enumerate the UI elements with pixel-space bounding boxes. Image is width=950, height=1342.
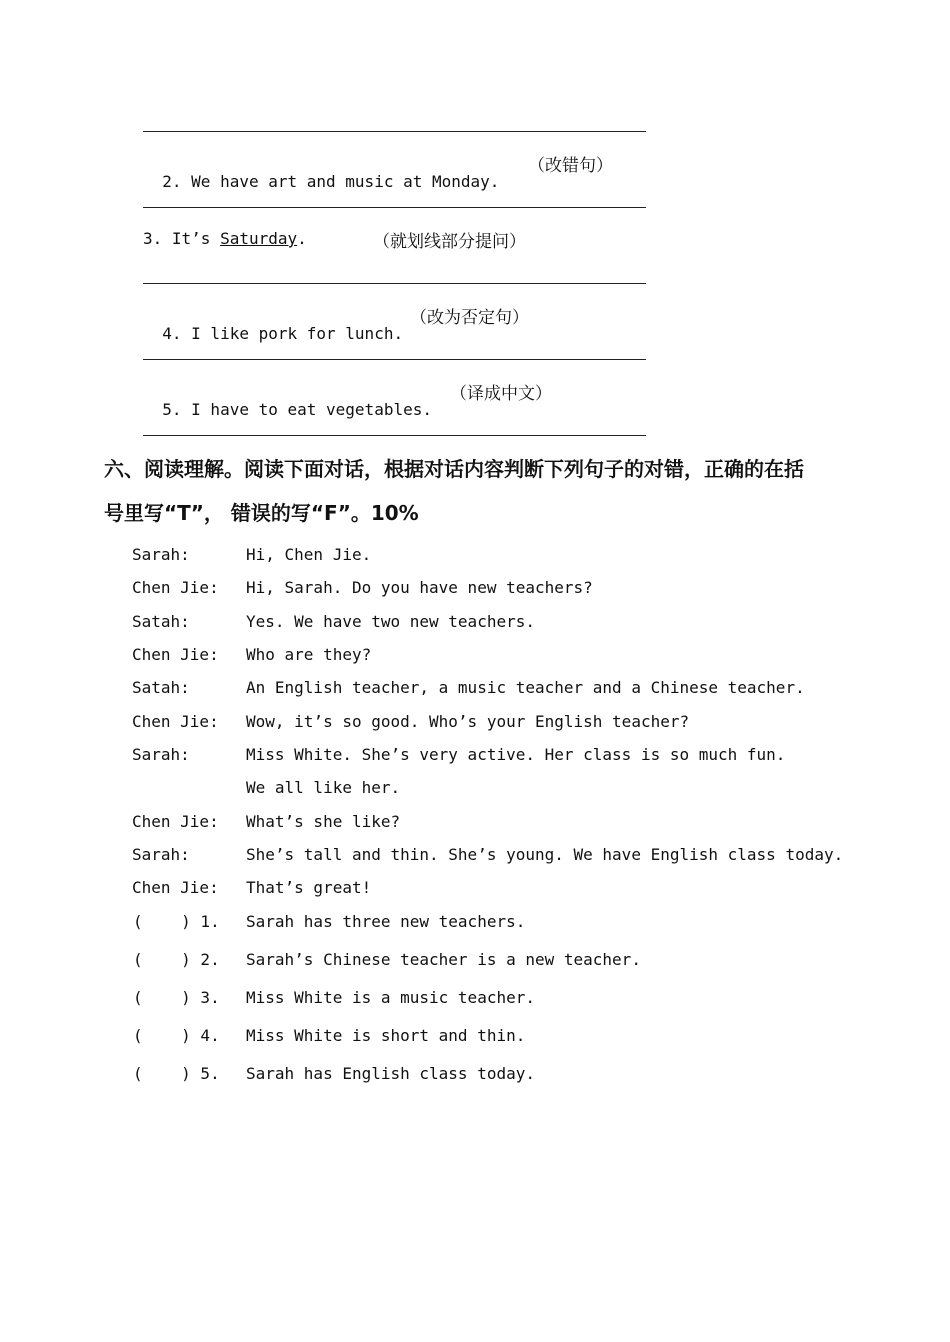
- dialogue-speaker: Chen Jie:: [132, 645, 219, 664]
- question-4-text: 4. I like pork for lunch.: [162, 324, 404, 343]
- dialogue-speaker: Sarah:: [132, 845, 190, 864]
- judgement-statement: Miss White is a music teacher.: [246, 988, 535, 1007]
- dialogue-line: We all like her.: [246, 778, 401, 797]
- dialogue-line: What’s she like?: [246, 812, 401, 831]
- dialogue-line: Hi, Sarah. Do you have new teachers?: [246, 578, 593, 597]
- answer-blank[interactable]: ( ) 1.: [133, 912, 220, 931]
- question-3-prefix: 3. It’s: [143, 229, 221, 248]
- section-6-heading-line-1: 六、阅读理解。阅读下面对话，根据对话内容判断下列句子的对错，正确的在括: [104, 457, 804, 481]
- answer-line-5[interactable]: [143, 435, 646, 436]
- question-4: [143, 305, 403, 343]
- question-5-instruction: （译成中文）: [450, 384, 552, 404]
- judgement-statement: Miss White is short and thin.: [246, 1026, 526, 1045]
- question-5: [143, 381, 432, 419]
- dialogue-line: An English teacher, a music teacher and a Chinese teacher.: [246, 678, 805, 697]
- dialogue-line: Wow, it’s so good. Who’s your English teacher?: [246, 712, 690, 731]
- dialogue-speaker: Chen Jie:: [132, 712, 219, 731]
- question-4-instruction: （改为否定句）: [410, 308, 529, 328]
- dialogue-line: That’s great!: [246, 878, 372, 897]
- question-2: [143, 153, 499, 191]
- question-5-text: 5. I have to eat vegetables.: [162, 400, 432, 419]
- answer-line-4[interactable]: [143, 359, 646, 360]
- question-2-text: 2. We have art and music at Monday.: [162, 172, 500, 191]
- dialogue-speaker: Satah:: [132, 678, 190, 697]
- dialogue-line: Hi, Chen Jie.: [246, 545, 372, 564]
- question-3-underlined-word: Saturday: [220, 229, 298, 248]
- judgement-statement: Sarah’s Chinese teacher is a new teacher.: [246, 950, 641, 969]
- dialogue-line: She’s tall and thin. She’s young. We have English class today.: [246, 845, 844, 864]
- question-3-suffix: .: [297, 229, 307, 248]
- dialogue-speaker: Sarah:: [132, 745, 190, 764]
- answer-line-1[interactable]: [143, 131, 646, 132]
- dialogue-speaker: Chen Jie:: [132, 578, 219, 597]
- answer-line-3[interactable]: [143, 283, 646, 284]
- answer-blank[interactable]: ( ) 2.: [133, 950, 220, 969]
- answer-blank[interactable]: ( ) 5.: [133, 1064, 220, 1083]
- judgement-statement: Sarah has English class today.: [246, 1064, 535, 1083]
- question-3-instruction: （就划线部分提问）: [373, 232, 526, 252]
- section-6-heading-line-2: 号里写“T”， 错误的写“F”。10%: [104, 501, 419, 525]
- question-2-instruction: （改错句）: [528, 156, 613, 176]
- judgement-statement: Sarah has three new teachers.: [246, 912, 526, 931]
- answer-line-2[interactable]: [143, 207, 646, 208]
- dialogue-speaker: Satah:: [132, 612, 190, 631]
- answer-blank[interactable]: ( ) 3.: [133, 988, 220, 1007]
- answer-blank[interactable]: ( ) 4.: [133, 1026, 220, 1045]
- dialogue-line: Who are they?: [246, 645, 372, 664]
- dialogue-line: Miss White. She’s very active. Her class is so much fun.: [246, 745, 786, 764]
- dialogue-speaker: Sarah:: [132, 545, 190, 564]
- dialogue-line: Yes. We have two new teachers.: [246, 612, 535, 631]
- question-3: [143, 229, 307, 248]
- dialogue-speaker: Chen Jie:: [132, 812, 219, 831]
- dialogue-speaker: Chen Jie:: [132, 878, 219, 897]
